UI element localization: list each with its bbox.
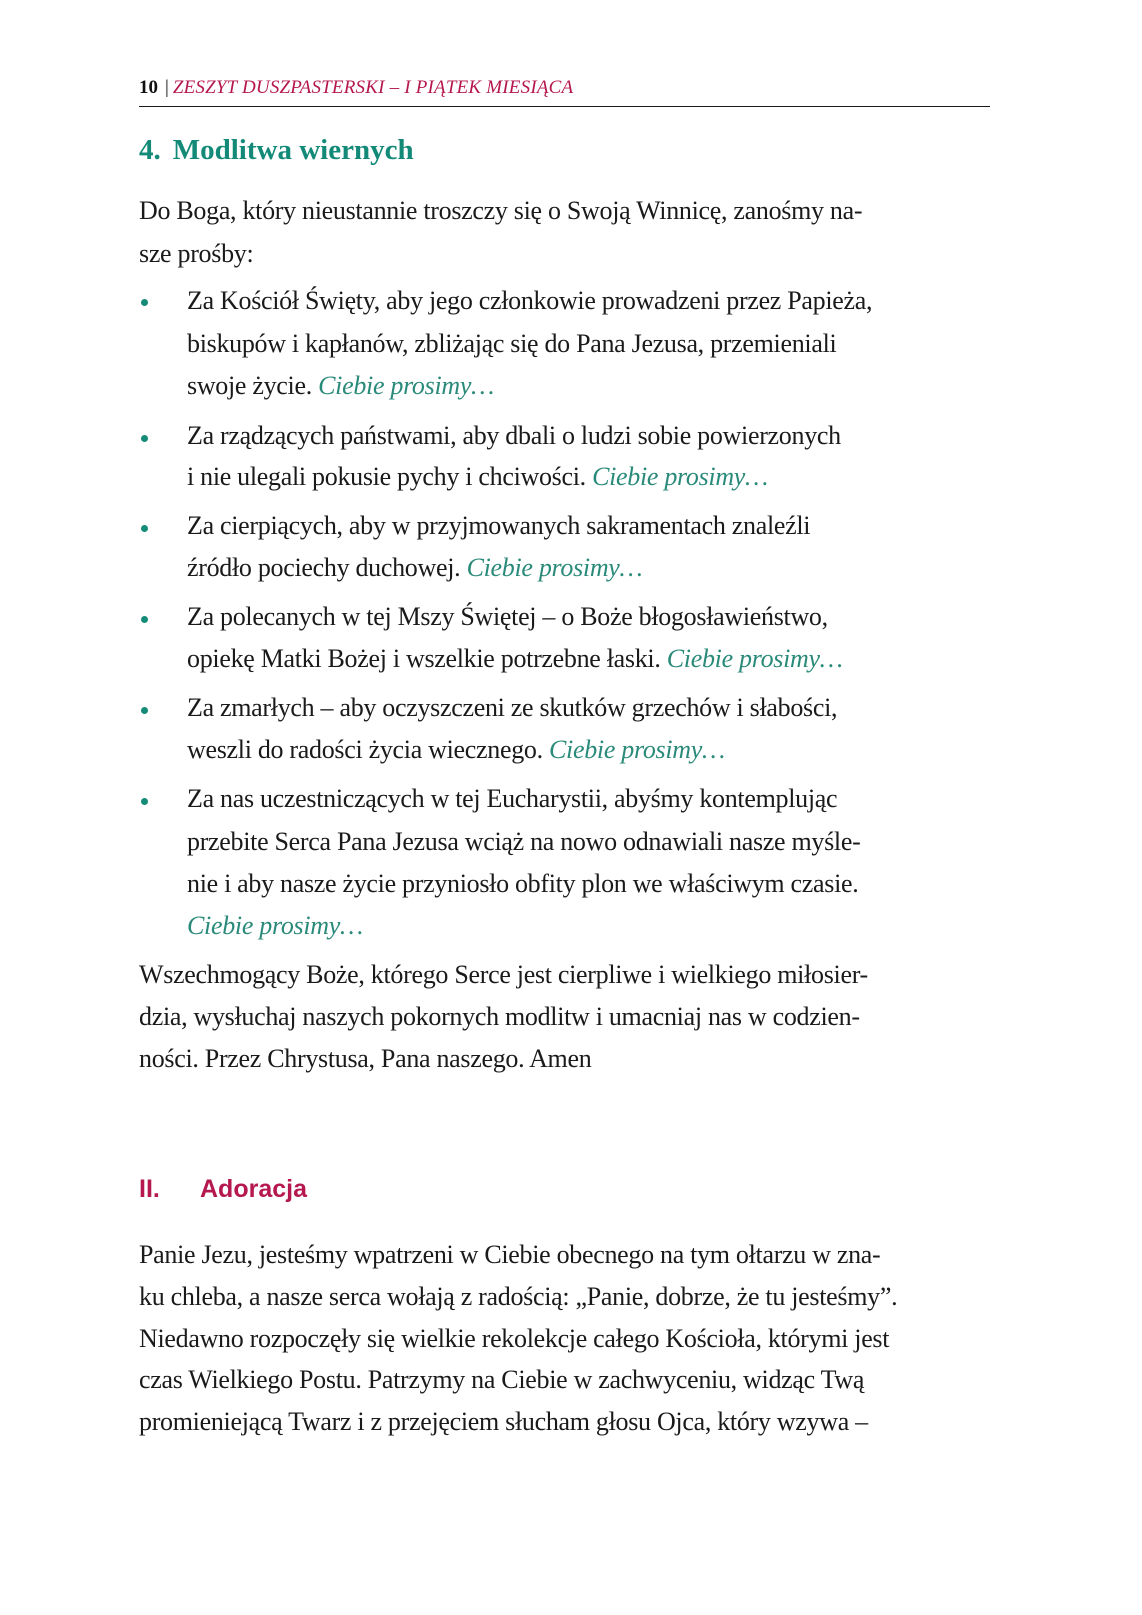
header-separator: | xyxy=(165,77,169,98)
section-heading-adoracja xyxy=(139,1173,307,1205)
intention-line xyxy=(187,370,494,402)
response-text: Ciebie prosimy… xyxy=(318,371,494,400)
intro-line: Do Boga, który nieustannie troszczy się o Swoją Winnicę, zanośmy na- xyxy=(139,196,863,225)
section-number: II. xyxy=(139,1175,160,1203)
running-head xyxy=(139,76,990,107)
intention-text: i nie ulegali pokusie pychy i chciwości. xyxy=(187,462,586,491)
intention-line: Za polecanych w tej Mszy Świętej – o Boże błogosławieństwo, xyxy=(187,602,828,631)
intention-text: swoje życie. xyxy=(187,371,312,400)
page-number: 10 xyxy=(139,77,158,98)
adoration-line: promieniejącą Twarz i z przejęciem słucham głosu Ojca, który wzywa – xyxy=(139,1407,868,1436)
intention-line: Za rządzących państwami, aby dbali o ludzi sobie powierzonych xyxy=(187,421,841,450)
bullet-icon xyxy=(141,707,148,714)
response-text: Ciebie prosimy… xyxy=(549,735,725,764)
intention-text: opiekę Matki Bożej i wszelkie potrzebne łaski. xyxy=(187,644,661,673)
section-title: Adoracja xyxy=(200,1175,307,1203)
adoration-line: Panie Jezu, jesteśmy wpatrzeni w Ciebie obecnego na tym ołtarzu w zna- xyxy=(139,1240,881,1269)
closing-prayer-line: Wszechmogący Boże, którego Serce jest cierpliwe i wielkiego miłosier- xyxy=(139,960,868,989)
bullet-icon xyxy=(141,525,148,532)
intention-line xyxy=(187,643,843,675)
bullet-icon xyxy=(141,798,148,805)
intention-line xyxy=(187,734,725,766)
running-head-title: ZESZYT DUSZPASTERSKI – I PIĄTEK MIESIĄCA xyxy=(172,77,574,98)
section-heading-modlitwa xyxy=(139,132,414,168)
adoration-line: Niedawno rozpoczęły się wielkie rekolekcje całego Kościoła, którymi jest xyxy=(139,1324,890,1353)
bullet-icon xyxy=(141,435,148,442)
intention-line xyxy=(187,461,768,493)
intention-line: przebite Serca Pana Jezusa wciąż na nowo odnawiali nasze myśle- xyxy=(187,827,861,856)
intention-line: Za Kościół Święty, aby jego członkowie prowadzeni przez Papieża, xyxy=(187,286,873,315)
intention-line: Za zmarłych – aby oczyszczeni ze skutków grzechów i słabości, xyxy=(187,693,838,722)
bullet-icon xyxy=(141,616,148,623)
intro-line: sze prośby: xyxy=(139,239,254,268)
closing-prayer-line: ności. Przez Chrystusa, Pana naszego. Amen xyxy=(139,1044,592,1073)
section-title: Modlitwa wiernych xyxy=(172,134,414,166)
response-text: Ciebie prosimy… xyxy=(187,911,363,940)
intention-line: Za nas uczestniczących w tej Eucharystii, abyśmy kontemplując xyxy=(187,784,838,813)
adoration-line: ku chleba, a nasze serca wołają z radością: „Panie, dobrze, że tu jesteśmy”. xyxy=(139,1282,898,1311)
intention-line: Za cierpiących, aby w przyjmowanych sakramentach znaleźli xyxy=(187,511,811,540)
bullet-icon xyxy=(141,299,148,306)
intention-text: weszli do radości życia wiecznego. xyxy=(187,735,543,764)
response-text: Ciebie prosimy… xyxy=(592,462,768,491)
response-text: Ciebie prosimy… xyxy=(666,644,843,673)
section-number: 4. xyxy=(139,134,161,166)
response-text: Ciebie prosimy… xyxy=(466,553,643,582)
intention-line xyxy=(187,552,642,584)
intention-line: nie i aby nasze życie przyniosło obfity plon we właściwym czasie. xyxy=(187,869,859,898)
intention-text: źródło pociechy duchowej. xyxy=(187,553,461,582)
intention-line: biskupów i kapłanów, zbliżając się do Pana Jezusa, przemieniali xyxy=(187,329,837,358)
closing-prayer-line: dzia, wysłuchaj naszych pokornych modlitw i umacniaj nas w codzien- xyxy=(139,1002,860,1031)
adoration-line: czas Wielkiego Postu. Patrzymy na Ciebie w zachwyceniu, widząc Twą xyxy=(139,1365,865,1394)
